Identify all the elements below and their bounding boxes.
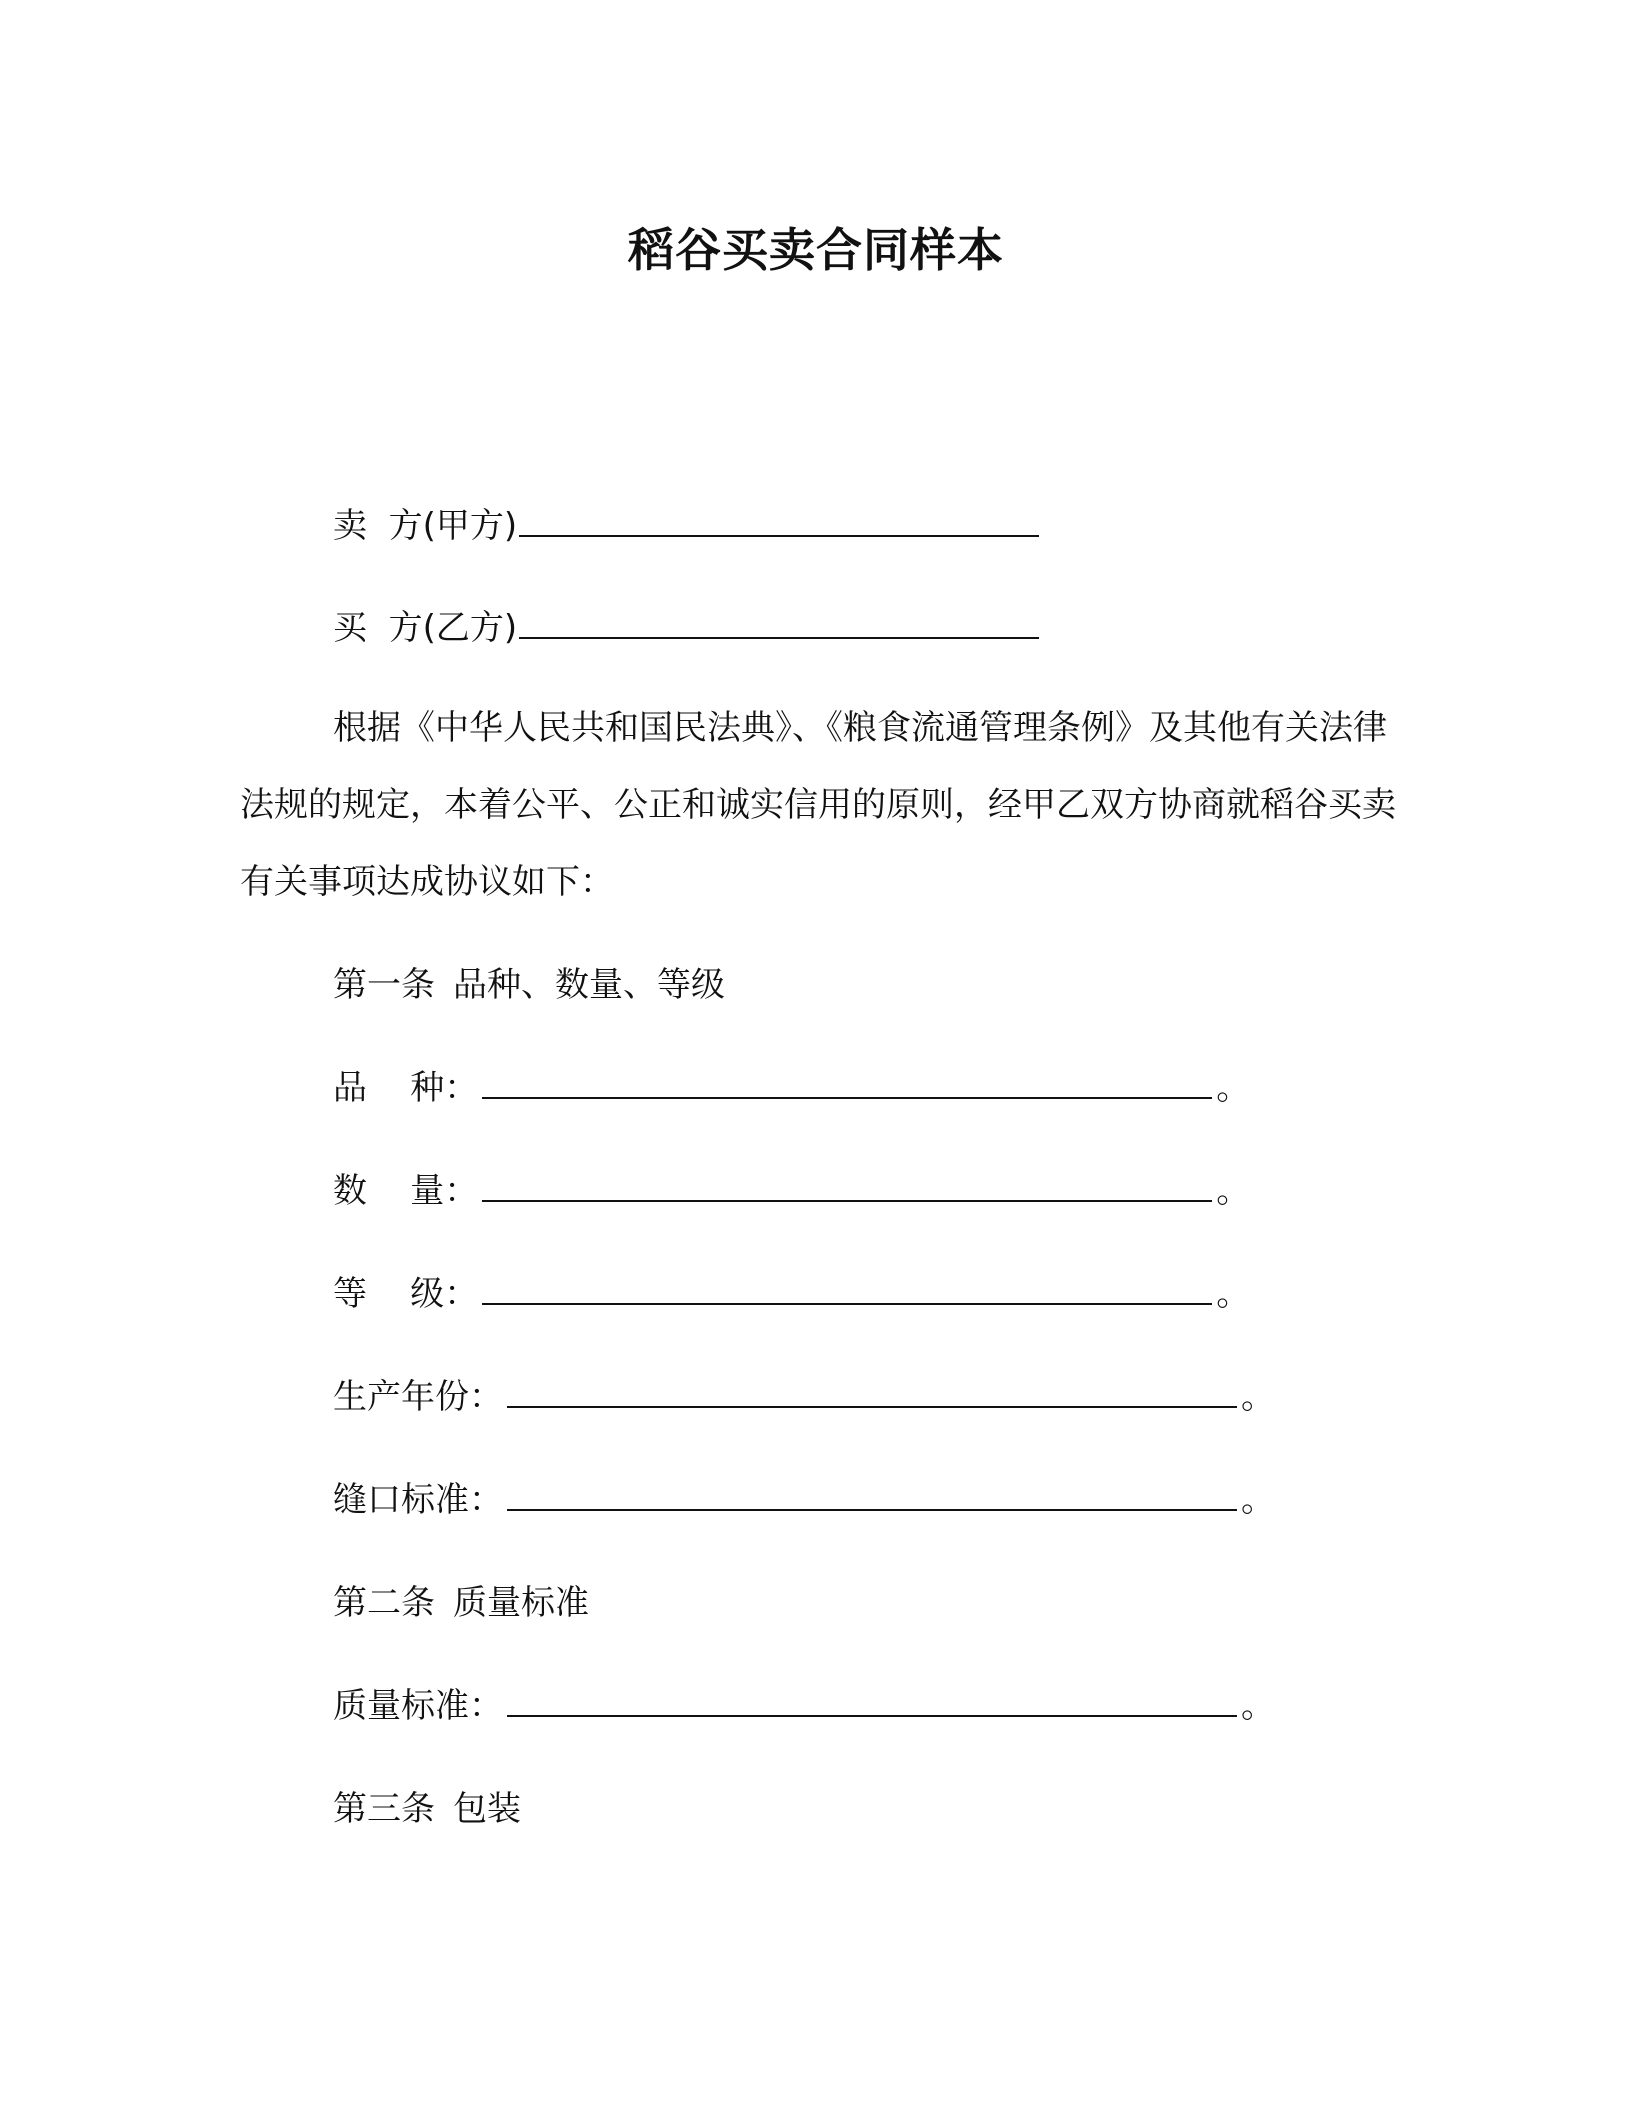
- buyer-label: 买 方(乙方): [333, 608, 518, 648]
- quality-standard-label: 质量标准：: [333, 1686, 503, 1726]
- production-year-label: 生产年份：: [333, 1377, 503, 1417]
- seam-standard-blank[interactable]: [507, 1479, 1237, 1511]
- quality-standard-line: [333, 1684, 1275, 1728]
- variety-line: [333, 1066, 1250, 1110]
- production-year-line: [333, 1375, 1275, 1419]
- quantity-end: 。: [1216, 1171, 1251, 1211]
- quantity-blank[interactable]: [482, 1170, 1212, 1202]
- variety-blank[interactable]: [482, 1067, 1212, 1099]
- article2-number: 第二条: [333, 1583, 435, 1623]
- seller-blank[interactable]: [519, 505, 1039, 537]
- variety-end: 。: [1216, 1068, 1251, 1108]
- document-title: 稻谷买卖合同样本: [628, 223, 1004, 277]
- grade-blank[interactable]: [482, 1273, 1212, 1305]
- preamble-paragraph: [240, 690, 1400, 921]
- quality-standard-end: 。: [1241, 1686, 1275, 1726]
- production-year-end: 。: [1241, 1377, 1275, 1417]
- quality-standard-blank[interactable]: [507, 1685, 1237, 1717]
- seller-line: [333, 504, 1043, 548]
- production-year-blank[interactable]: [507, 1376, 1237, 1408]
- seam-standard-line: [333, 1478, 1275, 1522]
- grade-end: 。: [1216, 1274, 1251, 1314]
- article2-heading: [333, 1581, 589, 1625]
- preamble-text: 根据《中华人民共和国民法典》、《粮食流通管理条例》及其他有关法律法规的规定，本着公平、公正和诚实信用的原则，经甲乙双方协商就稻谷买卖有关事项达成协议如下：: [240, 708, 1396, 902]
- article1-number: 第一条: [333, 965, 435, 1005]
- grade-label: 等 级：: [333, 1274, 479, 1314]
- seller-label: 卖 方(甲方): [333, 506, 518, 546]
- quantity-line: [333, 1169, 1250, 1213]
- article2-title: 质量标准: [453, 1583, 589, 1623]
- article3-heading: [333, 1787, 521, 1831]
- buyer-blank[interactable]: [519, 607, 1039, 639]
- variety-label: 品 种：: [333, 1068, 479, 1108]
- quantity-label: 数 量：: [333, 1171, 479, 1211]
- article1-title: 品种、数量、等级: [453, 965, 725, 1005]
- article3-number: 第三条: [333, 1789, 435, 1829]
- article3-title: 包装: [453, 1789, 521, 1829]
- seam-standard-end: 。: [1241, 1480, 1275, 1520]
- grade-line: [333, 1272, 1250, 1316]
- article1-heading: [333, 963, 725, 1007]
- seam-standard-label: 缝口标准：: [333, 1480, 503, 1520]
- buyer-line: [333, 606, 1043, 650]
